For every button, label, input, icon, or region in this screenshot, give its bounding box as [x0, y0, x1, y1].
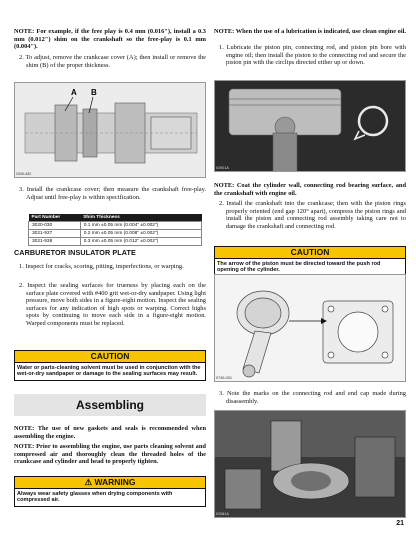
carb-step-2: 2. Inspect the sealing surfaces for trueness by placing each on the surface plate covered with #400 grit wet-or-dry sandpaper. Using light pressure, move both sides in a figure-eight motion. Inspect the sealing surfaces for any indication of high spots or warping. Correct highs spots by continuing to move each side in a figure-eight motion. Warped components must be replaced.	[19, 282, 206, 327]
crankshaft-figure	[14, 82, 206, 178]
table-row	[29, 222, 202, 230]
page-number: 21	[396, 520, 404, 527]
connecting-rod-illustration	[215, 411, 406, 518]
header-part-number: Part Number	[29, 214, 81, 222]
step-2-install-crankshaft: 2. Install the crankshaft into the crankcase; then with the piston rings properly oriented (end gap 120° apart), compress the piston rings and install the piston and connecting rod assembly taking care not to damage the crankshaft and connecting rod.	[219, 200, 406, 230]
table-cell: 0.2 mm ±0.05 mm (0.008" ±0.002")	[80, 230, 201, 238]
table-cell: 0.3 mm ±0.05 mm (0.012" ±0.002")	[80, 238, 201, 246]
step-3-install-cover: 3. Install the crankcase cover; then measure the crankshaft free-play. Adjust until free-play is within specification.	[19, 186, 206, 201]
caution-box-water	[14, 350, 206, 381]
piston-illustration	[215, 81, 406, 172]
caution-text: Water or parts-cleaning solvent must be used in conjunction with the wet-or-dry sandpaper or damage to the sealing surfaces may result.	[17, 364, 201, 378]
warning-title: ⚠ WARNING	[15, 477, 205, 489]
table-row	[29, 230, 202, 238]
carburetor-heading: CARBURETOR INSULATOR PLATE	[14, 248, 136, 257]
shim-thickness-table	[28, 214, 202, 246]
table-cell: 3021-937	[29, 230, 81, 238]
step-2-adjust: 2. To adjust, remove the crankcase cover (A); then install or remove the shim (B) of the proper thickness.	[19, 54, 206, 69]
table-header-row	[29, 214, 202, 222]
warning-box	[14, 476, 206, 507]
callout-b: B	[91, 88, 97, 97]
table-cell: 3021-938	[29, 238, 81, 246]
caution-box-piston-arrow	[214, 246, 406, 277]
piston-rod-illustration	[215, 275, 406, 382]
caution-text: The arrow of the piston must be directed toward the push rod opening of the cylinder.	[217, 260, 381, 274]
note-new-gaskets: NOTE: The use of new gaskets and seals is recommended when assembling the engine.	[14, 425, 206, 440]
step-1-lubricate: 1. Lubricate the piston pin, connecting rod, and piston pin bore with engine oil; then install the piston to the connecting rod and secure the piston pin with the circlips directed either up or down.	[219, 44, 406, 67]
header-shim-thickness: Shim Thickness	[80, 214, 201, 222]
callout-a: A	[71, 88, 77, 97]
figure-code: GN0-432	[16, 172, 32, 176]
warning-text: Always wear safety glasses when drying components with compressed air.	[17, 490, 173, 504]
step-3-note-marks: 3. Note the marks on the connecting rod and end cap made during disassembly.	[219, 390, 406, 405]
note-lubrication: NOTE: When the use of a lubrication is indicated, use clean engine oil.	[214, 28, 406, 35]
piston-figure	[214, 80, 406, 172]
note-clean-threads: NOTE: Prior to assembling the engine, use parts cleaning solvent and compressed air and thoroughly clean the threaded holes of the crankcase and cylinder and head to properly tighten.	[14, 443, 206, 466]
caution-title: CAUTION	[15, 351, 205, 363]
note-free-play: NOTE: For example, if the free play is 0.4 mm (0.016"), install a 0.3 mm (0.012") shim on the crankshaft so the free-play is 0.1 mm (0.004").	[14, 28, 206, 51]
figure-code: IO081A	[216, 512, 229, 516]
figure-code: 0745-001	[216, 376, 233, 380]
crankshaft-illustration	[15, 83, 206, 178]
table-cell: 3020-030	[29, 222, 81, 230]
connecting-rod-figure	[214, 410, 406, 518]
table-cell: 0.1 mm ±0.05 mm (0.004" ±0.002")	[80, 222, 201, 230]
figure-code: IO001A	[216, 166, 229, 170]
table-row	[29, 238, 202, 246]
assembling-heading: Assembling	[14, 394, 206, 416]
carb-step-1: 1. Inspect for cracks, scoring, pitting, imperfections, or warping.	[19, 263, 184, 270]
note-coat-cylinder: NOTE: Coat the cylinder wall, connecting rod bearing surface, and the crankshaft with engine oil.	[214, 182, 406, 197]
caution-title: CAUTION	[215, 247, 405, 259]
piston-rod-figure	[214, 274, 406, 382]
